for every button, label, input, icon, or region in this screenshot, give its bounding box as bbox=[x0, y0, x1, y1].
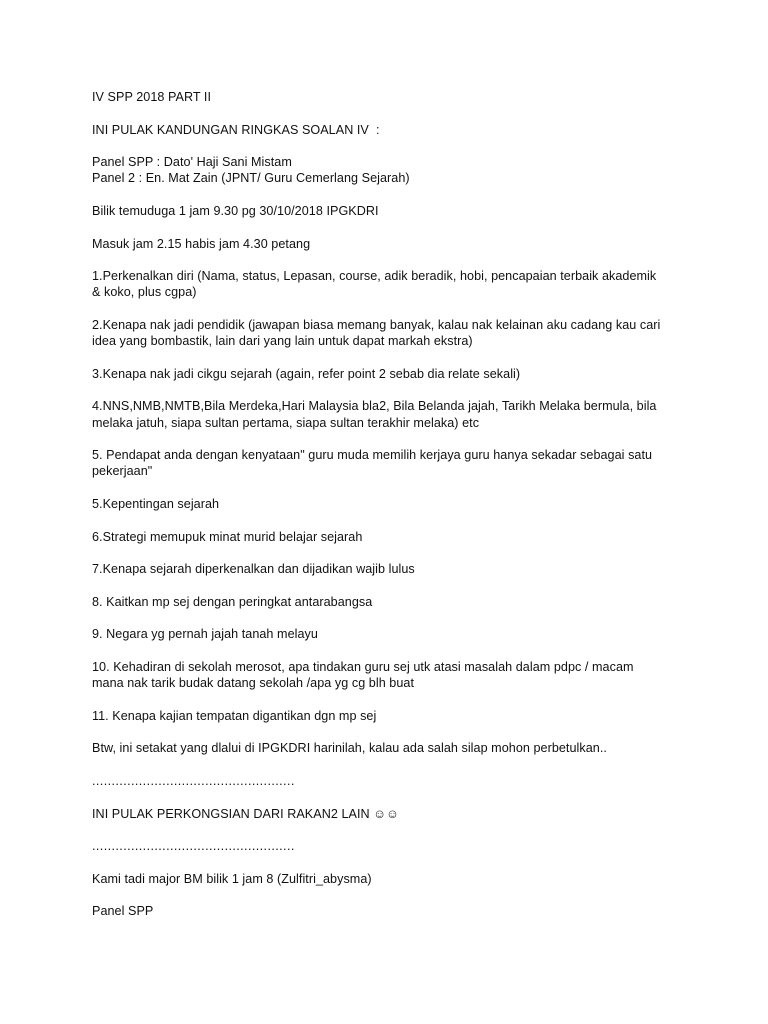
interview-time-info: Masuk jam 2.15 habis jam 4.30 petang bbox=[92, 236, 311, 251]
section-heading: INI PULAK PERKONGSIAN DARI RAKAN2 LAIN ☺☺ bbox=[92, 806, 400, 821]
interview-room-info: Bilik temuduga 1 jam 9.30 pg 30/10/2018 IPGKDRI bbox=[92, 203, 379, 218]
question-item: 3.Kenapa nak jadi cikgu sejarah (again, refer point 2 sebab dia relate sekali) bbox=[92, 366, 521, 381]
question-item: 7.Kenapa sejarah diperkenalkan dan dijadikan wajib lulus bbox=[92, 562, 415, 577]
question-item: 2.Kenapa nak jadi pendidik (jawapan biasa memang banyak, kalau nak kelainan aku cadang kau cari idea yang bombastik, lain dari yang lain untuk dapat markah ekstra) bbox=[92, 317, 661, 349]
dotted-separator: .................................................... bbox=[92, 839, 295, 854]
closing-note: Btw, ini setakat yang dlalui di IPGKDRI harinilah, kalau ada salah silap mohon perbetulkan.. bbox=[92, 741, 607, 756]
question-item: 11. Kenapa kajian tempatan digantikan dgn mp sej bbox=[92, 708, 377, 723]
panel-info: Panel SPP : Dato' Haji Sani Mistam Panel 2 : En. Mat Zain (JPNT/ Guru Cemerlang Sejarah) bbox=[92, 155, 410, 186]
question-item: 6.Strategi memupuk minat murid belajar sejarah bbox=[92, 529, 363, 544]
question-item: 4.NNS,NMB,NMTB,Bila Merdeka,Hari Malaysia bla2, Bila Belanda jajah, Tarikh Melaka bermula, bila melaka jatuh, siapa sultan pertama, siapa sultan terakhir melaka) etc bbox=[92, 399, 657, 430]
section-heading: INI PULAK KANDUNGAN RINGKAS SOALAN IV : bbox=[92, 122, 380, 137]
question-item: 8. Kaitkan mp sej dengan peringkat antarabangsa bbox=[92, 594, 373, 609]
question-item: 9. Negara yg pernah jajah tanah melayu bbox=[92, 627, 318, 642]
document-body bbox=[92, 89, 678, 936]
document-title: IV SPP 2018 PART II bbox=[92, 90, 212, 104]
panel-label: Panel SPP bbox=[92, 904, 154, 919]
question-item: 1.Perkenalkan diri (Nama, status, Lepasan, course, adik beradik, hobi, pencapaian terbaik akademik & koko, plus cgpa) bbox=[92, 269, 657, 300]
question-item: 10. Kehadiran di sekolah merosot, apa tindakan guru sej utk atasi masalah dalam pdpc / macam mana nak tarik budak datang sekolah /apa yg cg blh buat bbox=[92, 659, 634, 691]
question-item: 5. Pendapat anda dengan kenyataan" guru muda memilih kerjaya guru hanya sekadar sebagai satu pekerjaan" bbox=[92, 448, 653, 479]
shared-note: Kami tadi major BM bilik 1 jam 8 (Zulfitri_abysma) bbox=[92, 871, 372, 886]
dotted-separator: .................................................... bbox=[92, 773, 295, 788]
question-item: 5.Kepentingan sejarah bbox=[92, 496, 220, 511]
